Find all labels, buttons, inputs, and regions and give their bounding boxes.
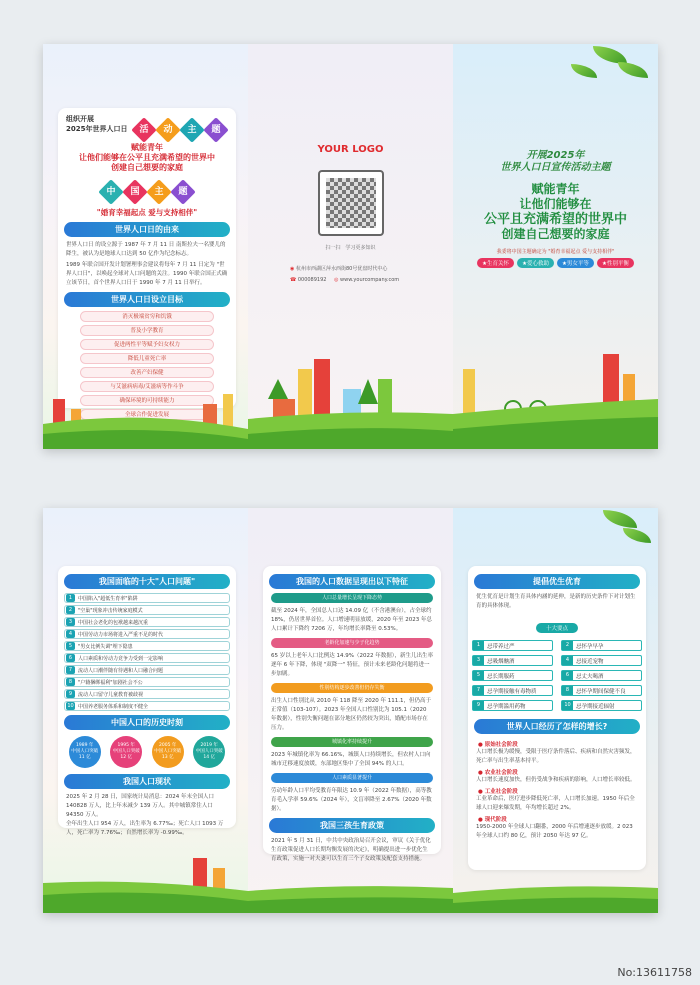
scan-text: 扫一扫 学习更多知识 bbox=[325, 245, 376, 251]
problems-card bbox=[58, 566, 236, 836]
history-circle bbox=[69, 736, 101, 768]
features-list bbox=[263, 593, 441, 814]
problem-number: 4 bbox=[66, 630, 75, 638]
org-line1: 组织开展 bbox=[66, 115, 94, 123]
problem-number: 10 bbox=[67, 703, 74, 709]
goal-item: 改善产妇保健 bbox=[80, 367, 214, 378]
feature-head: 人口素质显著提升 bbox=[271, 773, 433, 783]
kicker: 开展2025年 世界人口日宣传活动主题 bbox=[500, 150, 611, 173]
problem-number: 7 bbox=[66, 666, 75, 674]
problem-item bbox=[64, 605, 230, 615]
tag-row bbox=[473, 258, 638, 268]
theme-card bbox=[58, 108, 236, 418]
activity-theme: 赋能青年 让他们能够在公平且充满希望的世界中 创建自己想要的家庭 bbox=[79, 143, 215, 172]
history-year: 2019 年 bbox=[200, 743, 218, 748]
history-circle bbox=[152, 736, 184, 768]
growth-stage-head: ● 现代阶段 bbox=[478, 817, 507, 823]
point-text: 忌怀孕期间保健不良 bbox=[576, 688, 626, 695]
status-title: 我国人口现状 bbox=[64, 774, 230, 789]
globe-icon: ◎ bbox=[334, 277, 339, 283]
point-item bbox=[561, 700, 642, 711]
goal-item: 降低儿童死亡率 bbox=[80, 353, 214, 364]
history-text: 中国人口突破 11 亿 bbox=[71, 749, 99, 760]
leaf-icon bbox=[603, 510, 637, 528]
inside-left-panel bbox=[43, 508, 248, 913]
main-headline: 赋能青年 让他们能够在 公平且充满希望的世界中 创建自己想要的家庭 bbox=[483, 182, 627, 241]
eugenics-text: 优生优育是计划生育具体内涵的延伸，是新的历史条件下对计划生育的具体体现。 bbox=[476, 594, 636, 609]
origin-text-1: 世界人口日 的设立源于 1987 年 7 月 11 日 南斯拉夫一名婴儿的降生，被认为是地球人口达到 50 亿作为纪念标志。 bbox=[66, 242, 226, 257]
problem-number: 8 bbox=[66, 678, 75, 686]
problem-number: 6 bbox=[66, 654, 75, 662]
problem-item bbox=[64, 641, 230, 651]
point-number: 8 bbox=[562, 686, 573, 695]
feature-text: 劳动年龄人口平均受教育年限达 10.9 年（2022 年数据），高等教育毛入学率 59.6%（2024 年），文盲率降至 2.67%（2020 年数据）。 bbox=[271, 788, 432, 812]
qr-code[interactable] bbox=[318, 170, 384, 236]
city-skyline bbox=[453, 329, 658, 449]
problem-item bbox=[64, 665, 230, 675]
history-title: 中国人口的历史时刻 bbox=[64, 715, 230, 730]
inside-right-panel bbox=[453, 508, 658, 913]
growth-stage-text: 1950-2000 年全球人口翻番，2000 年后增速逐步放缓。2 023 年全球人口约 80 亿，预计 2050 年达 97 亿。 bbox=[476, 824, 633, 839]
watermark-id: No:13611758 bbox=[617, 966, 692, 979]
problem-number: 9 bbox=[66, 690, 75, 698]
goal-item: 普及小学教育 bbox=[80, 325, 214, 336]
bullet-icon: ● bbox=[478, 770, 485, 776]
history-row bbox=[58, 734, 236, 770]
outside-right-panel bbox=[453, 44, 658, 449]
leaf-icon bbox=[623, 528, 651, 543]
goal-item: 全球合作促进发展 bbox=[80, 409, 214, 420]
history-text: 中国人口突破 13 亿 bbox=[154, 749, 182, 760]
history-text: 中国人口突破 12 亿 bbox=[112, 749, 140, 760]
problem-item bbox=[64, 653, 230, 663]
feature-text: 出生人口性别比从 2010 年 118 降至 2020 年 111.1，但仍高于正常值（103-107）。2023 年全国人口性别比为 105.1（2020 年数据），性别失衡问题在部分地区仍然较为突出，婚配市场存在压力。 bbox=[271, 698, 431, 731]
goal-item: 确保环境的可持续能力 bbox=[80, 395, 214, 406]
policy-title: 我国三孩生育政策 bbox=[269, 818, 435, 833]
feature-head: 性别结构逐步改善但仍存失衡 bbox=[271, 683, 433, 693]
status-text-1: 2025 年 2 月 28 日，国家统计局消息：2024 年末全国人口 140828 万人，比上年末减少 139 万人。其中城镇常住人口 94350 万人。 bbox=[66, 794, 214, 818]
goal-item: 促进两性平等赋予妇女权力 bbox=[80, 339, 214, 350]
subtheme: 我委将中国主题确定为 "婚育幸福起点 爱与支持相伴" bbox=[496, 249, 615, 255]
point-text: 忌孕期接触有毒物质 bbox=[487, 688, 537, 695]
point-number: 6 bbox=[562, 671, 573, 680]
problem-text: 中国劳动力市场将进入严重不足的时代 bbox=[78, 631, 164, 638]
history-year: 2005 年 bbox=[159, 743, 177, 748]
eugenics-title: 提倡优生优育 bbox=[474, 574, 640, 589]
growth-stage-text: 工业革命后，医疗进步降低死亡率，人口增长加速。1950 年后全球人口迎来爆发期，年均增长超过 2%。 bbox=[476, 796, 635, 811]
point-text: 忌孕期接近辐射 bbox=[576, 703, 615, 710]
problem-item bbox=[64, 677, 230, 687]
leaf-icon bbox=[618, 62, 648, 78]
growth-stage-text: 人口增长极为缓慢，受限于医疗条件落后、疾病和自然灾害频发，死亡率与出生率基本持平。 bbox=[476, 749, 636, 764]
problem-item bbox=[64, 701, 230, 711]
point-number: 3 bbox=[473, 656, 484, 665]
point-item bbox=[561, 640, 642, 651]
grass-hill bbox=[248, 843, 453, 913]
activity-tiles: 活 动 主 题 bbox=[132, 114, 228, 139]
points-grid bbox=[468, 638, 646, 713]
problem-number: 3 bbox=[66, 618, 75, 626]
feature-head: 城镇化率持续提升 bbox=[271, 737, 433, 747]
point-text: 忌怀孕早孕 bbox=[576, 643, 604, 650]
ten-points-title: 十大要点 bbox=[536, 623, 578, 633]
problems-title: 我国面临的十大"人口问题" bbox=[64, 574, 230, 589]
point-number: 5 bbox=[473, 671, 484, 680]
problem-item bbox=[64, 629, 230, 639]
point-number: 9 bbox=[473, 701, 484, 710]
point-text: 忌带养过严 bbox=[487, 643, 515, 650]
inside-middle-panel bbox=[248, 508, 453, 913]
point-item bbox=[472, 700, 553, 711]
history-text: 中国人口突破 14 亿 bbox=[195, 749, 223, 760]
point-text: 忌吸烟酗酒 bbox=[487, 658, 515, 665]
theme-tag: ★男女平等 bbox=[557, 258, 594, 268]
point-item bbox=[561, 655, 642, 666]
point-number: 2 bbox=[562, 641, 573, 650]
feature-text: 截至 2024 年，全国总人口达 14.09 亿（不含港澳台），占全球约 18%，仍居世界首位。人口增速明显放缓，2020 年至 2023 年总人口累计下降约 7206 万，年均增长率降至 0.53%。 bbox=[271, 608, 432, 632]
theme-tag: ★性别平衡 bbox=[597, 258, 634, 268]
point-number: 10 bbox=[562, 701, 573, 710]
feature-text: 2023 年城镇化率为 66.16%，城镇人口持续增长，但农村人口向城市迁移速度放缓，东部地区集中了全国 94% 的人口。 bbox=[271, 752, 431, 767]
origin-text-2: 1989 年联合国开发计划署理事会建议将每年 7 月 11 日定为 "世界人口日"，以唤起全球对人口问题的关注。1990 年联合国正式确立该节日，首个世界人口日于 1990 年 7 月 11 日举行。 bbox=[66, 262, 228, 286]
problem-text: "空巢"现象冲击传统家庭模式 bbox=[78, 607, 143, 614]
bullet-icon: ● bbox=[478, 817, 485, 823]
feature-head: 人口总量增长呈现下降态势 bbox=[271, 593, 433, 603]
bullet-icon: ● bbox=[478, 742, 485, 748]
location-icon: ◉ bbox=[290, 266, 295, 272]
problem-number: 1 bbox=[66, 594, 75, 602]
china-theme: "婚育幸福起点 爱与支持相伴" bbox=[96, 208, 198, 217]
goals-title: 世界人口日设立目标 bbox=[64, 292, 230, 307]
goal-item: 消灭极端贫穷和饥饿 bbox=[80, 311, 214, 322]
contact-info: ◉ 杭州市西湖区萍水西街80号优盘时代中心 ☎ 000089192 ◎ www.yourcompany.com bbox=[290, 266, 400, 283]
growth-stage-text: 人口增长速度加快，但仍受战争和疾病的影响，人口增长率较低。 bbox=[476, 777, 636, 783]
grass-hill bbox=[453, 843, 658, 913]
point-number: 7 bbox=[473, 686, 484, 695]
outside-middle-panel bbox=[248, 44, 453, 449]
point-text: 忌丈夫喝酒 bbox=[576, 673, 604, 680]
grass-hill bbox=[43, 379, 248, 449]
problem-item bbox=[64, 689, 230, 699]
problem-text: 中国陷入"超低生育率"陷阱 bbox=[78, 595, 138, 602]
point-item bbox=[472, 655, 553, 666]
point-item bbox=[472, 640, 553, 651]
problems-list bbox=[58, 593, 236, 711]
problem-number: 2 bbox=[66, 606, 75, 614]
city-skyline bbox=[248, 339, 453, 449]
problem-text: 流动人口留守儿童教育被歧视 bbox=[78, 691, 144, 698]
history-year: 1989 年 bbox=[76, 743, 94, 748]
origin-title: 世界人口日的由来 bbox=[64, 222, 230, 237]
growth-stage-head: ● 原始社会阶段 bbox=[478, 742, 518, 748]
bullet-icon: ● bbox=[478, 789, 485, 795]
growth-list bbox=[468, 738, 646, 841]
outside-left-panel bbox=[43, 44, 248, 449]
growth-stage-head: ● 农业社会阶段 bbox=[478, 770, 518, 776]
problem-item bbox=[64, 617, 230, 627]
problem-text: 流动人口潮伴随有待遇和人口融合问题 bbox=[78, 667, 164, 674]
growth-stage-head: ● 工业社会阶段 bbox=[478, 789, 518, 795]
feature-head: 老龄化加速与少子化趋势 bbox=[271, 638, 433, 648]
point-number: 1 bbox=[473, 641, 484, 650]
features-title: 我国的人口数据呈现出以下特征 bbox=[269, 574, 435, 589]
problem-text: "户籍捆绑福利"加剧社会不公 bbox=[78, 679, 143, 686]
point-item bbox=[472, 685, 553, 696]
problem-text: "男女比例失调"埋下隐患 bbox=[78, 643, 133, 650]
leaf-icon bbox=[571, 64, 597, 78]
status-text-2: 全年出生人口 954 万人，出生率为 6.77‰；死亡人口 1093 万人，死亡率为 7.76‰；自然增长率为 -0.99‰。 bbox=[66, 821, 224, 836]
point-text: 忌孕期滥用药物 bbox=[487, 703, 526, 710]
problem-number: 5 bbox=[66, 642, 75, 650]
problem-text: 中国养老服务体系和制度不健全 bbox=[78, 703, 149, 710]
feature-text: 65 岁以上老年人口比例达 14.9%（2022 年数据），新生儿出生率逐年 6 年下降，体现 "双降一" 特征，预计未来老龄化问题将进一步加剧。 bbox=[271, 653, 433, 677]
brochure-inside bbox=[43, 508, 658, 913]
org-line2: 2025年世界人口日 bbox=[66, 125, 128, 133]
history-year: 1995 年 bbox=[117, 743, 135, 748]
brochure-outside bbox=[43, 44, 658, 449]
theme-tag: ★爱心救助 bbox=[517, 258, 554, 268]
point-item bbox=[561, 685, 642, 696]
history-circle bbox=[110, 736, 142, 768]
point-number: 4 bbox=[562, 656, 573, 665]
point-item bbox=[472, 670, 553, 681]
grass-hill bbox=[43, 843, 248, 913]
point-text: 忌长期服药 bbox=[487, 673, 515, 680]
point-text: 忌接近宠物 bbox=[576, 658, 604, 665]
point-item bbox=[561, 670, 642, 681]
theme-tag: ★生育关怀 bbox=[477, 258, 514, 268]
logo-text: YOUR LOGO bbox=[317, 144, 384, 155]
policy-text: 2021 年 5 月 31 日，中共中央政治局召开会议，审议《关于优化生育政策促进人口长期均衡发展的决定》，明确提出进一步优化生育政策，实施一对夫妻可以生育三个子女政策及配套支持措施。 bbox=[271, 838, 431, 862]
history-circle bbox=[193, 736, 225, 768]
goal-item: 与艾滋病病毒/艾滋病等作斗争 bbox=[80, 381, 214, 392]
problem-text: 人口素质和劳动力竞争力受到一定影响 bbox=[78, 655, 164, 662]
growth-title: 世界人口经历了怎样的增长? bbox=[474, 719, 640, 734]
eugenics-card bbox=[468, 566, 646, 870]
problem-item bbox=[64, 593, 230, 603]
china-tiles: 中 国 主 题 bbox=[58, 179, 236, 201]
phone-icon: ☎ bbox=[290, 277, 297, 283]
problem-text: 中国社会老化的包袱越来越沉重 bbox=[78, 619, 149, 626]
features-card bbox=[263, 566, 441, 862]
